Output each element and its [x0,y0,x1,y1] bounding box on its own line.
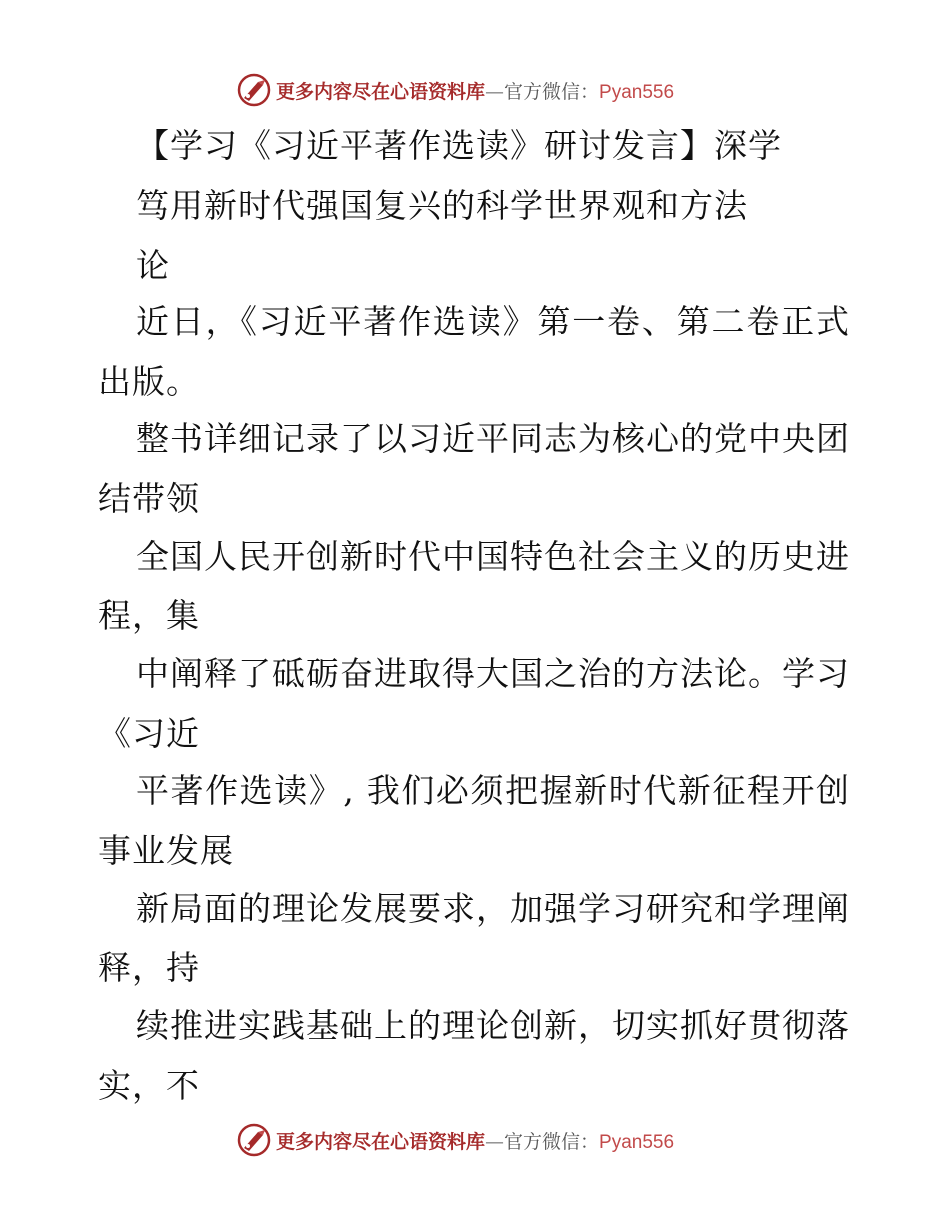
banner-wechat-id: Pyan556 [599,1131,675,1153]
paragraph-line: 实，不 [98,1066,200,1105]
paragraph-line: 平著作选读》, 我们必须把握新时代新征程开创 [136,771,850,810]
paragraph-line: 新局面的理论发展要求，加强学习研究和学理阐 [136,889,850,928]
paragraph-line: 全国人民开创新时代中国特色社会主义的历史进 [136,537,850,576]
paragraph-line: 程，集 [98,596,200,635]
banner-text [276,1127,674,1154]
banner-official-label: 官方微信： [504,1130,600,1153]
banner-dash: — [485,80,505,103]
document-title-line: 论 [136,246,170,285]
footer-banner [236,1122,674,1158]
document-title-line: 【学习《习近平著作选读》研讨发言】深学 [136,126,782,165]
paragraph-line: 整书详细记录了以习近平同志为核心的党中央团 [136,419,850,458]
paragraph-line: 《习近 [98,714,200,753]
banner-official-label: 官方微信： [504,80,600,103]
pen-logo-icon [236,1122,272,1158]
paragraph-line: 事业发展 [98,831,234,870]
document-title-line: 笃用新时代强国复兴的科学世界观和方法 [136,186,748,225]
paragraph-line: 结带领 [98,479,200,518]
paragraph-line: 出版。 [98,362,200,401]
paragraph-line: 续推进实践基础上的理论创新，切实抓好贯彻落 [136,1006,850,1045]
banner-wechat-id: Pyan556 [599,81,675,103]
banner-site-name: 更多内容尽在心语资料库 [276,1130,486,1153]
paragraph-line: 中阐释了砥砺奋进取得大国之治的方法论。学习 [136,654,850,693]
paragraph-line: 近日，《习近平著作选读》第一卷、第二卷正式 [136,302,850,341]
banner-site-name: 更多内容尽在心语资料库 [276,80,486,103]
banner-dash: — [485,1130,505,1153]
paragraph-line: 释，持 [98,948,200,987]
